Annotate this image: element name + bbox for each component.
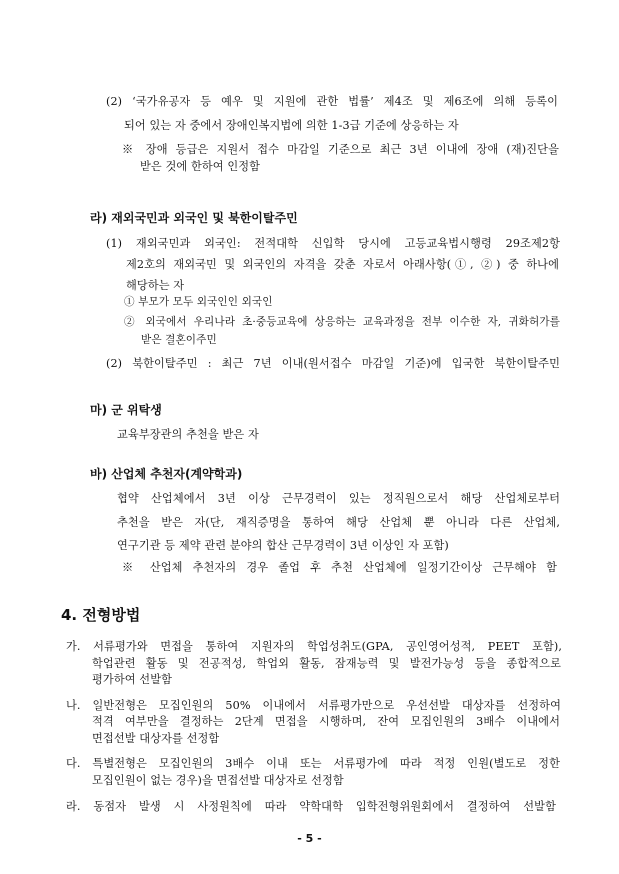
section-heading-ma: 마) 군 위탁생 — [90, 403, 162, 417]
text-line: (2) 북한이탈주민 : 최근 7년 이내(원서접수 마감일 기준)에 입국한 북한이탈주민 — [106, 357, 560, 370]
page-number: - 5 - — [297, 832, 322, 845]
note-line: 받은 것에 한하여 인정함 — [140, 160, 261, 173]
sub-item: ② 외국에서 우리나라 초·중등교육에 상응하는 교육과정을 전부 이수한 자, 귀화허가를 — [124, 316, 560, 328]
note-line: ※ 장애 등급은 지원서 접수 마감일 기준으로 최근 3년 이내에 장애 (재)진단을 — [122, 143, 559, 156]
text-line: 나. 일반전형은 모집인원의 50% 이내에서 서류평가만으로 우선선발 대상자를 선정하여 — [66, 699, 561, 712]
text-line: 라. 동점자 발생 시 사정원칙에 따라 약학대학 입학전형위원회에서 결정하여 선발함 — [66, 800, 556, 813]
text-line: 되어 있는 자 중에서 장애인복지법에 의한 1-3급 기준에 상응하는 자 — [124, 119, 459, 132]
text-line: 모집인원이 없는 경우)을 면접선발 대상자로 선정함 — [92, 774, 344, 787]
sub-item: 받은 결혼이주민 — [141, 334, 217, 346]
section-heading-ba: 바) 산업체 추천자(계약학과) — [90, 467, 243, 481]
section-heading-ra: 라) 재외국민과 외국인 및 북한이탈주민 — [90, 211, 298, 225]
text-line: 추천을 받은 자(단, 재직증명을 통하여 해당 산업체 뿐 아니라 다른 산업체, — [117, 516, 560, 529]
text-line: 학업관련 활동 및 전공적성, 학업외 활동, 잠재능력 및 발전가능성 등을 종합적으로 — [92, 657, 561, 670]
text-line: 해당하는 자 — [126, 279, 185, 292]
text-line: 제2호의 재외국민 및 외국인의 자격을 갖춘 자로서 아래사항(①, ②) 중 하나에 — [126, 258, 559, 271]
text-line: 적격 여부만을 결정하는 2단계 면접을 시행하며, 잔여 모집인원의 3배수 이내에서 — [92, 715, 560, 728]
note-line: ※ 산업체 추천자의 경우 졸업 후 추천 산업체에 일정기간이상 근무해야 함 — [122, 561, 557, 574]
text-line: 평가하여 선발함 — [92, 673, 173, 686]
sub-item: ① 부모가 모두 외국인인 외국인 — [124, 296, 273, 308]
text-line: 협약 산업체에서 3년 이상 근무경력이 있는 정직원으로서 해당 산업체로부터 — [117, 492, 560, 505]
text-line: 연구기관 등 제약 관련 분야의 합산 근무경력이 3년 이상인 자 포함) — [117, 539, 449, 552]
text-line: (1) 재외국민과 외국인: 전적대학 신입학 당시에 고등교육법시행령 29조제2항 — [106, 237, 560, 250]
text-line: 면접선발 대상자를 선정함 — [92, 732, 220, 745]
section-title-4: 4. 전형방법 — [61, 606, 141, 624]
text-line: 교육부장관의 추천을 받은 자 — [117, 428, 259, 441]
text-line: 다. 특별전형은 모집인원의 3배수 이내 또는 서류평가에 따라 적정 인원(별도로 정한 — [66, 757, 560, 770]
text-line: (2) ‘국가유공자 등 예우 및 지원에 관한 법률’ 제4조 및 제6조에 의해 등록이 — [106, 95, 558, 108]
text-line: 가. 서류평가와 면접을 통하여 지원자의 학업성취도(GPA, 공인영어성적, PEET 포함), — [66, 640, 562, 653]
